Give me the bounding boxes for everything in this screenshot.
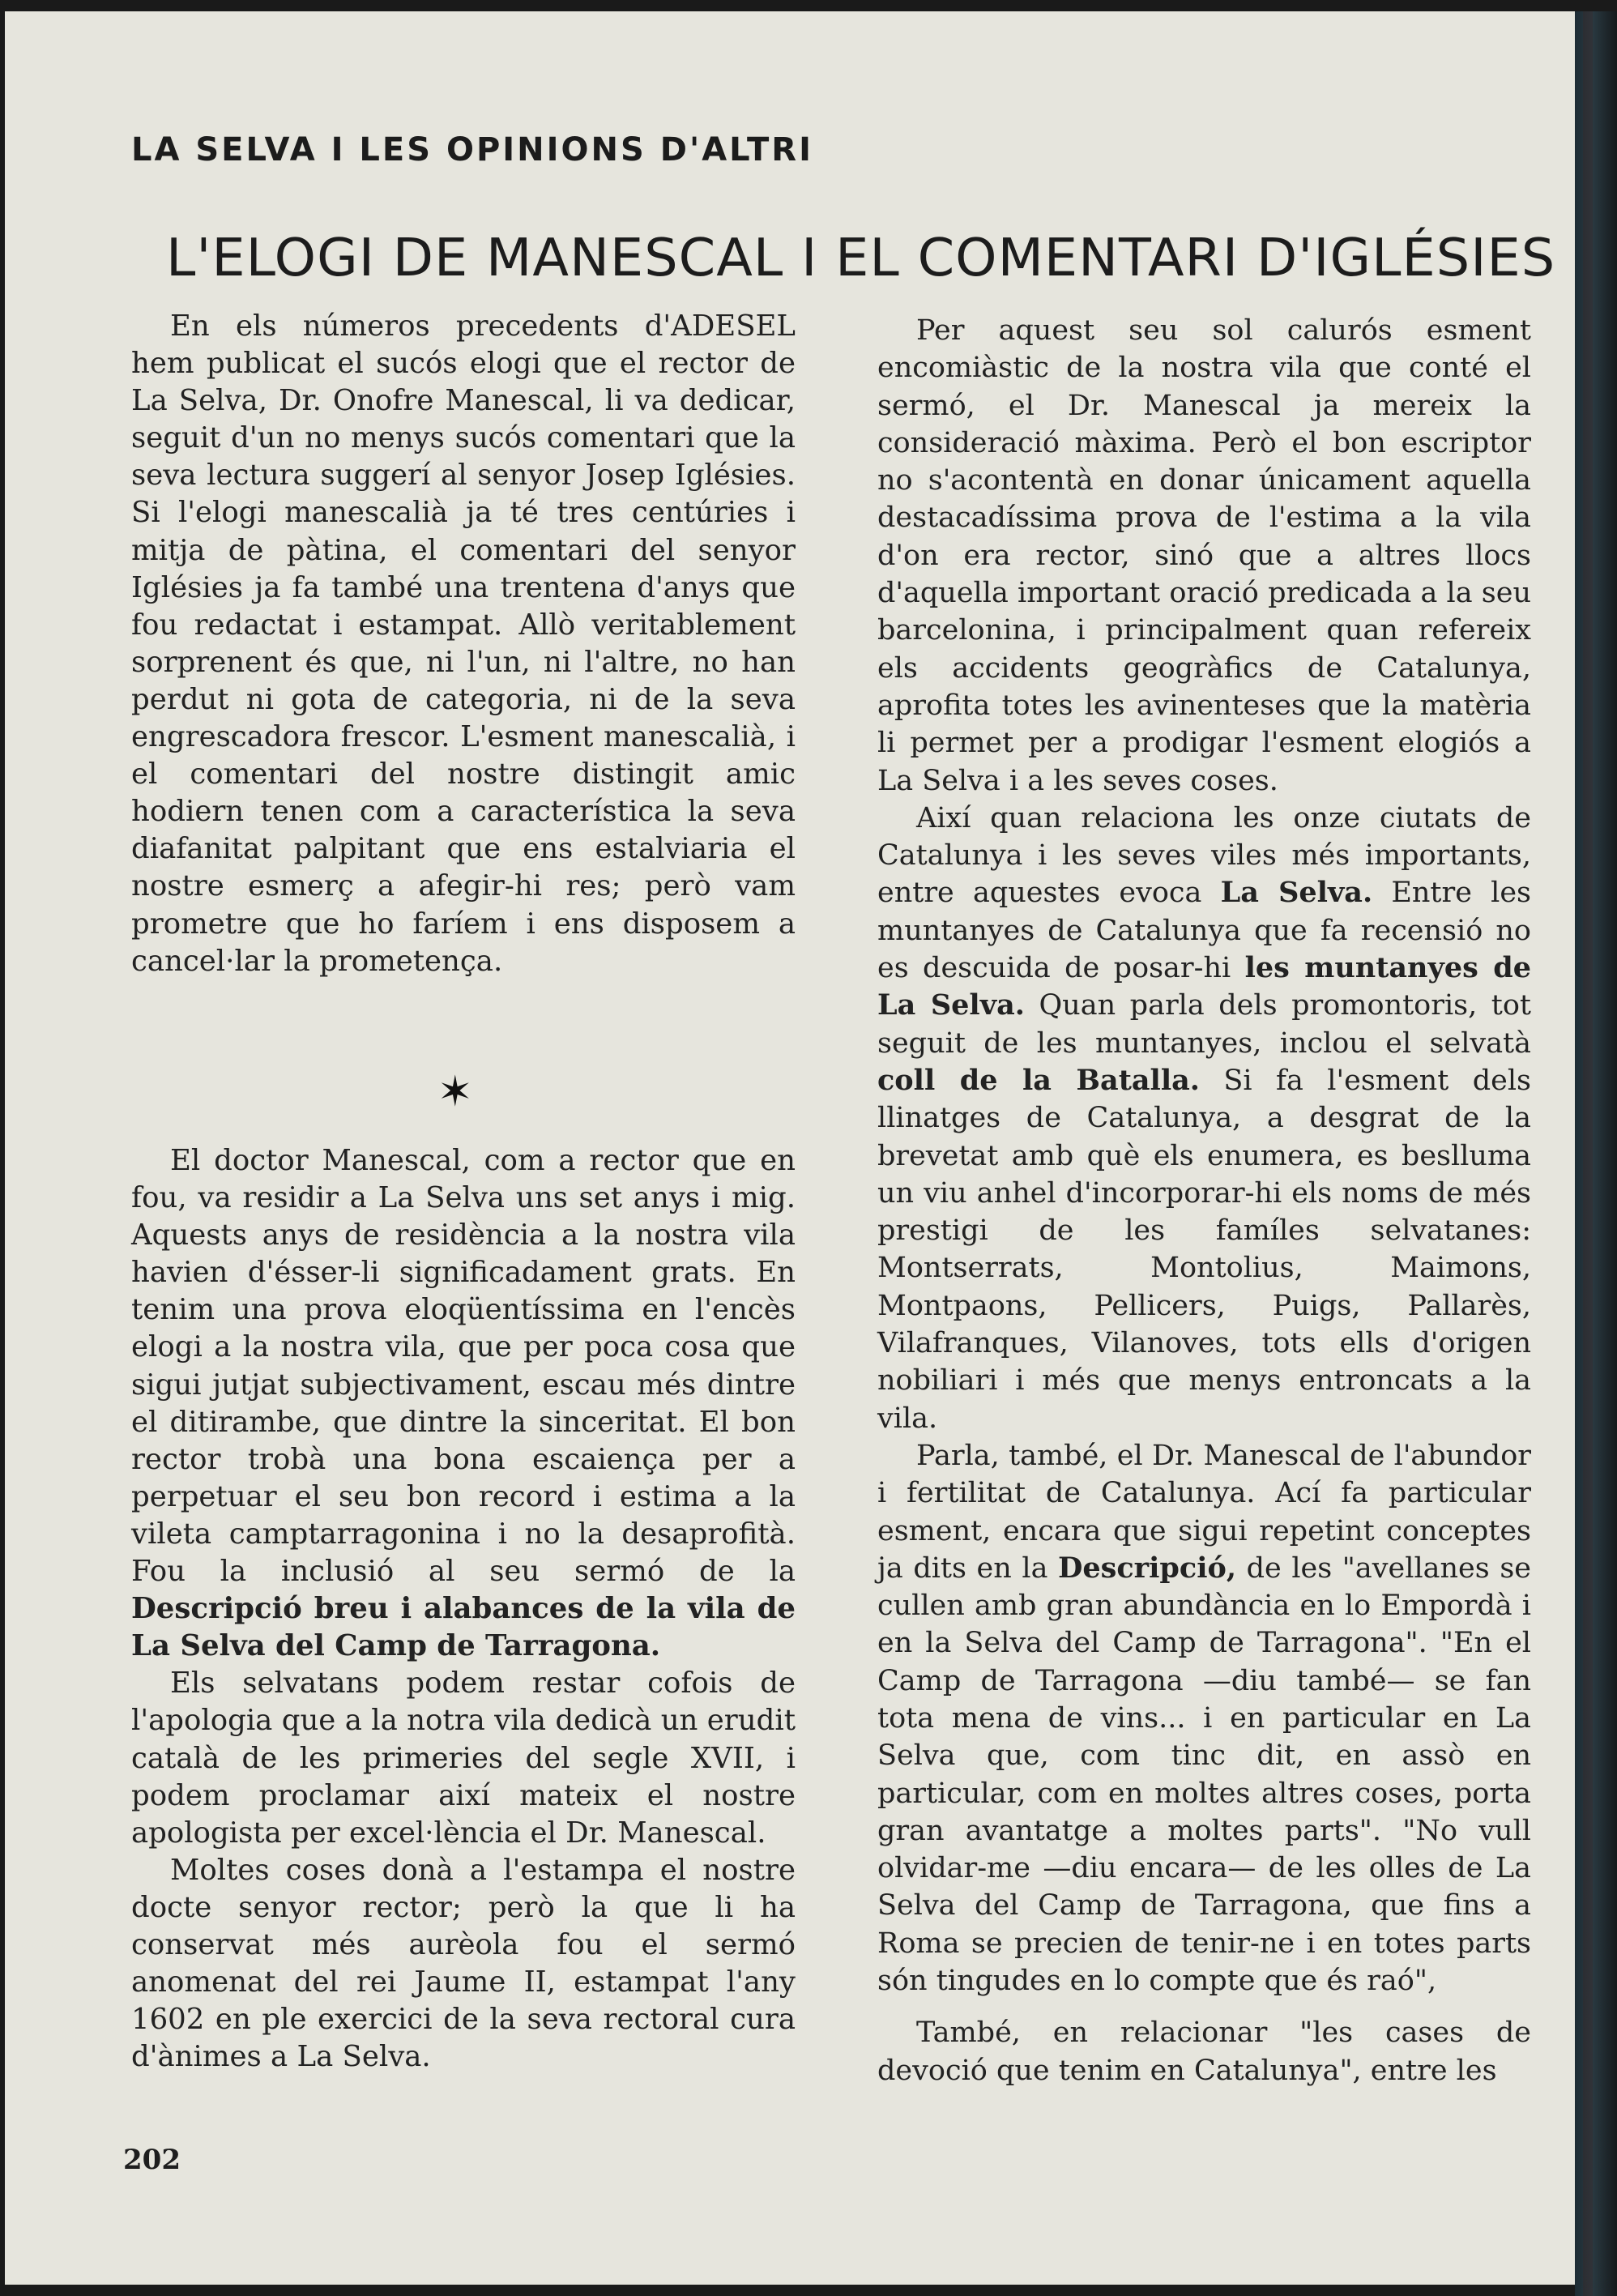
paragraph-text: de les "avellanes se cullen amb gran abundància en lo Empordà i en la Selva del Camp de Tarragona". "En el Camp de Tarragona —diu també— se fan tota mena de vins... i en particular en La Selva que, com tinc dit, en assò en particular, com en moltes altres coses, porta gran avantatge a moltes parts". "No vull olvidar-me —diu encara— de les olles de La Selva del Camp de Tarragona, que fins a Roma se precien de tenir-ne i en totes parts són tingudes en lo compte que és raó", [877,1551,1531,1998]
paragraph-text: Així quan relaciona les onze ciutats de Catalunya i les seves viles més importants, entre aquestes evoca [877,801,1531,910]
paragraph: Per aquest seu sol calurós esment encomiàstic de la nostra vila que conté el sermó, el Dr. Manescal ja mereix la consideració màxima. Però el bon escriptor no s'acontentà en donar únicament aquella destacadíssima prova de l'estima a la vila d'on era rector, sinó que a altres llocs d'aquella important oració predicada a la seu barcelonina, i principalment quan refereix els accidents geogràfics de Catalunya, aprofita totes les avinenteses que la matèria li permet per a prodigar l'esment elogiós a La Selva i a les seves coses. [877,314,1531,797]
paragraph: També, en relacionar "les cases de devoció que tenim en Catalunya", entre les [877,2016,1531,2087]
page-number: 202 [123,2144,181,2176]
star-separator-icon: ✶ [437,1068,473,1116]
paragraph [877,800,1531,1437]
bold-term: coll de la Batalla. [877,1063,1200,1097]
article-title: L'ELOGI DE MANESCAL I EL COMENTARI D'IGLÉSIES [166,228,1556,288]
paragraph-text: Parla, també, el Dr. Manescal de l'abundor i fertilitat de Catalunya. Ací fa particular esment, encara que sigui repetint conceptes ja dits en la [877,1439,1531,1585]
bold-title-reference: Descripció breu i alabances de la vila de La Selva del Camp de Tarragona. [131,1592,796,1663]
paragraph-text: El doctor Manescal, com a rector que en fou, va residir a La Selva uns set anys i mig. Aquests anys de residència a la nostra vila havien d'ésser-li significadament grats. En tenim una prova eloqüentíssima en l'encès elogi a la nostra vila, que per poca cosa que sigui jutjat subjectivament, escau més dintre el ditirambe, que dintre la sinceritat. El bon rector trobà una bona escaiença per a perpetuar el seu bon record i estima a la vileta camptarragonina i no la desaprofità. Fou la inclusió al seu sermó de la [131,1144,796,1589]
paragraph-text: Si fa l'esment dels llinatges de Catalunya, a desgrat de la brevetat amb què els enumera, es beslluma un viu anhel d'incorporar-hi els noms de més prestigi de les famíles selvatanes: Montserrats, Montolius, Maimons, Montpaons, Pellicers, Puigs, Pallarès, Vilafranques, Vilanoves, tots ells d'origen nobiliari i més que menys entroncats a la vila. [877,1064,1531,1435]
left-column-lower [131,1142,796,2076]
paragraph-text: Entre les muntanyes de Catalunya que fa recensió no es descuida de posar-hi [877,877,1531,985]
paragraph: Els selvatans podem restar cofois de l'apologia que a la notra vila dedicà un erudit català de les primeries del segle XVII, i podem proclamar així mateix el nostre apologista per excel·lència el Dr. Manescal. [131,1667,796,1850]
left-column [131,308,796,980]
paragraph: En els números precedents d'ADESEL hem publicat el sucós elogi que el rector de La Selva, Dr. Onofre Manescal, li va dedicar, seguit d'un no menys sucós comentari que la seva lectura suggerí al senyor Josep Iglésies. Si l'elogi manescalià ja té tres centúries i mitja de pàtina, el comentari del senyor Iglésies ja fa també una trentena d'anys que fou redactat i estampat. Allò veritablement sorprenent és que, ni l'un, ni l'altre, no han perdut ni gota de categoria, ni de la seva engrescadora frescor. L'esment manescalià, i el comentari del nostre distingit amic hodiern tenen com a característica la seva diafanitat palpitant que ens estalviaria el nostre esmerç a afegir-hi res; però vam prometre que ho faríem i ens disposem a cancel·lar la prometença. [131,309,796,978]
section-label: LA SELVA I LES OPINIONS D'ALTRI [131,131,813,169]
page-binding-edge [1575,11,1617,2296]
right-column [877,312,1531,2089]
paragraph: Moltes coses donà a l'estampa el nostre docte senyor rector; però la que li ha conservat més aurèola fou el sermó anomenat del rei Jaume II, estampat l'any 1602 en ple exercici de la seva rectoral cura d'ànimes a La Selva. [131,1853,796,2074]
bold-term: Descripció, [1058,1551,1237,1585]
bold-term: La Selva. [1220,876,1373,910]
paragraph [877,1437,1531,1999]
paragraph [131,1142,796,1665]
bold-term: les muntanyes de La Selva. [877,951,1531,1022]
paragraph-text: Quan parla dels promontoris, tot seguit de les muntanyes, inclou el selvatà [877,989,1532,1060]
